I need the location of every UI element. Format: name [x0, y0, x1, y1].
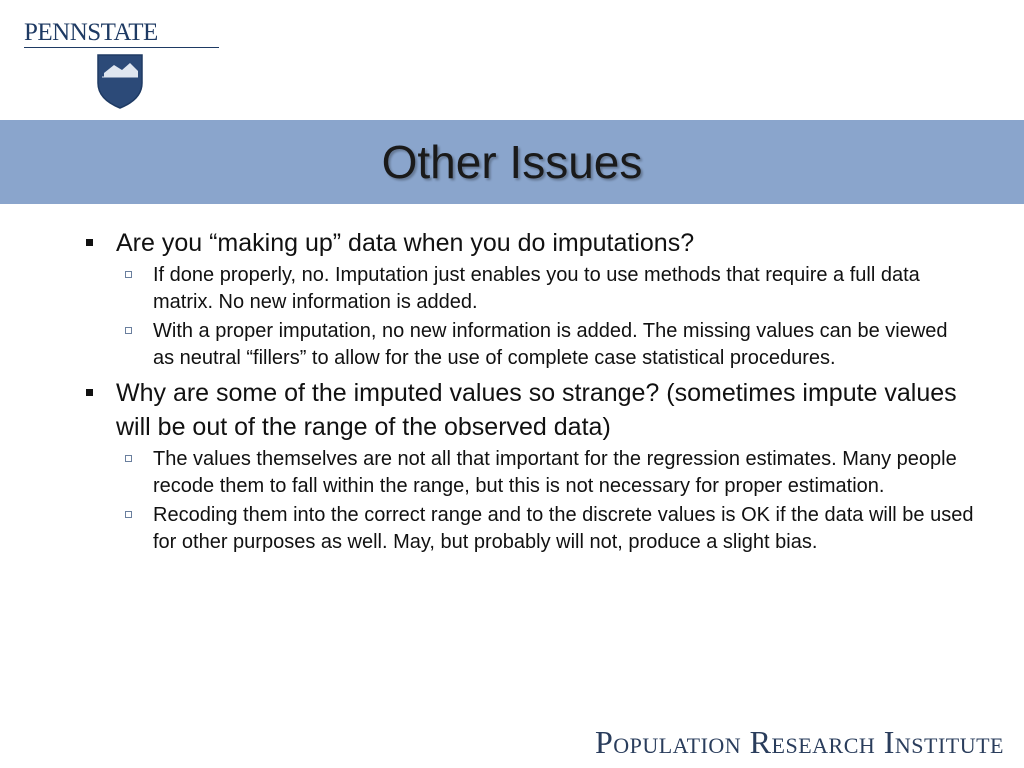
pennstate-logo — [24, 16, 224, 116]
hollow-square-bullet-icon — [125, 511, 132, 518]
shield-icon — [96, 53, 144, 109]
hollow-square-bullet-icon — [125, 271, 132, 278]
bullet-text: Why are some of the imputed values so strange? (sometimes impute values will be out of the range of the observed data) — [116, 379, 957, 441]
sub-bullet-item — [84, 446, 974, 500]
logo-underline — [24, 47, 219, 48]
sub-bullet-text: If done properly, no. Imputation just enables you to use methods that require a full data matrix. No new information is added. — [153, 264, 920, 313]
slide-title: Other Issues — [381, 136, 643, 188]
hollow-square-bullet-icon — [125, 455, 132, 462]
sub-bullet-text: Recoding them into the correct range and to the discrete values is OK if the data will be used for other purposes as well. May, but probably will not, produce a slight bias. — [153, 504, 974, 553]
sub-bullet-item — [84, 318, 974, 372]
bullet-item — [84, 376, 974, 444]
hollow-square-bullet-icon — [125, 327, 132, 334]
square-bullet-icon — [86, 239, 93, 246]
bullet-text: Are you “making up” data when you do imputations? — [116, 229, 695, 257]
sub-bullet-item — [84, 262, 974, 316]
sub-bullet-text: With a proper imputation, no new information is added. The missing values can be viewed as neutral “fillers” to allow for the use of complete case statistical procedures. — [153, 320, 948, 369]
square-bullet-icon — [86, 389, 93, 396]
slide-content — [84, 226, 974, 556]
sub-bullet-item — [84, 502, 974, 556]
logo-wordmark: PENNSTATE — [24, 19, 158, 46]
footer-institute-name: Population Research Institute — [594, 724, 1004, 760]
bullet-item — [84, 226, 974, 260]
sub-bullet-text: The values themselves are not all that important for the regression estimates. Many people recode them to fall within the range, but this is not necessary for proper estimation. — [153, 448, 957, 497]
title-band — [0, 120, 1024, 204]
